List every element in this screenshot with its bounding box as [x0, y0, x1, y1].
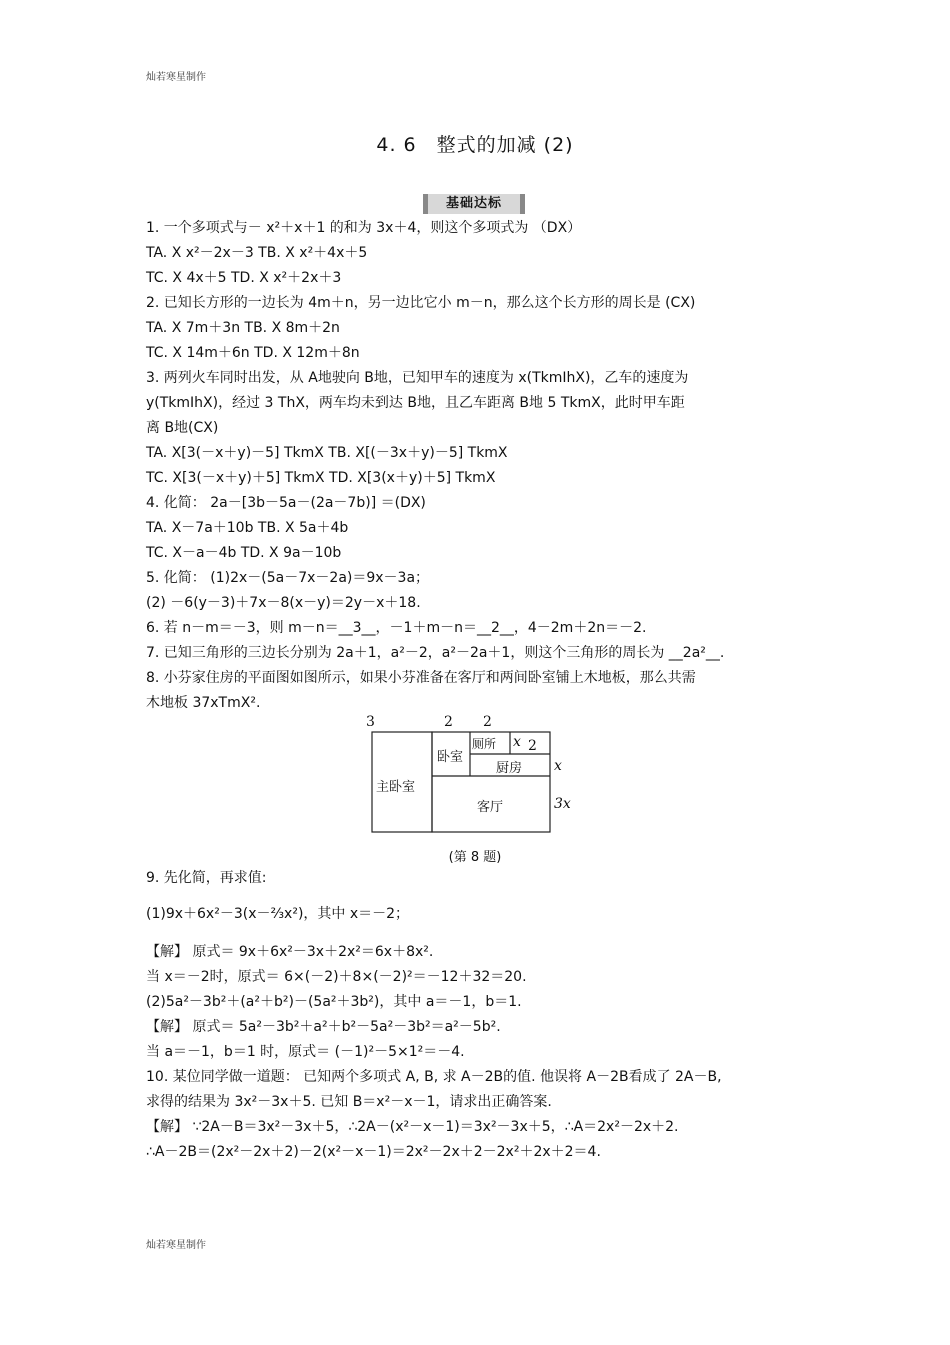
question-line: TC. X 14m＋6n TD. X 12m＋8n [146, 345, 360, 361]
question-line: 10. 某位同学做一道题： 已知两个多项式 A, B, 求 A－2B的值. 他误将 A－2B看成了 2A－B, [146, 1069, 722, 1085]
dim-label: 2 [444, 714, 453, 730]
question-line: (2)5a²－3b²＋(a²＋b²)－(5a²＋3b²)，其中 a＝－1，b＝1. [146, 994, 522, 1010]
question-line: TC. X－a－4b TD. X 9a－10b [146, 545, 342, 561]
question-line: TC. X[3(－x＋y)＋5] TkmX TD. X[3(x＋y)＋5] TkmX [146, 470, 496, 486]
answer-line: 当 a＝－1，b＝1 时，原式＝ (－1)²－5×1²＝－4. [146, 1044, 465, 1060]
question-line: (1)9x＋6x²－3(x－⅔x²)，其中 x＝－2； [146, 906, 410, 922]
answer-line: 【解】 ∵2A－B＝3x²－3x＋5，∴2A－(x²－x－1)＝3x²－3x＋5，∴A＝2x²－2x＋2. [146, 1119, 679, 1135]
answer-line: 当 x＝－2时，原式＝ 6×(－2)＋8×(－2)²＝－12＋32＝20. [146, 969, 527, 985]
question-line: 1. 一个多项式与－ x²＋x＋1 的和为 3x＋4，则这个多项式为 （DX） [146, 220, 582, 236]
dim-label: 3x [554, 796, 571, 812]
question-line: TC. X 4x＋5 TD. X x²＋2x＋3 [146, 270, 342, 286]
room-label: 厨房 [496, 761, 523, 776]
question-line: 木地板 37xTmX². [146, 695, 261, 711]
dim-label: 2 [528, 738, 537, 754]
dim-label: 3 [366, 714, 375, 730]
question-line: 5. 化简： (1)2x－(5a－7x－2a)＝9x－3a； [146, 570, 430, 586]
question-line: TA. X x²－2x－3 TB. X x²＋4x＋5 [146, 245, 368, 261]
answer-line: 【解】 原式＝ 5a²－3b²＋a²＋b²－5a²－3b²＝a²－5b². [146, 1019, 501, 1035]
page-header: 灿若寒星制作 [146, 72, 206, 83]
answer-line: 【解】 原式＝ 9x＋6x²－3x＋2x²＝6x＋8x². [146, 944, 434, 960]
answer-line: ∴A－2B＝(2x²－2x＋2)－2(x²－x－1)＝2x²－2x＋2－2x²＋2x＋2＝4. [146, 1144, 601, 1160]
question-line: 7. 已知三角形的三边长分别为 2a＋1，a²－2，a²－2a＋1，则这个三角形的周长为 __2a²__. [146, 645, 725, 661]
question-line: 8. 小芬家住房的平面图如图所示，如果小芬准备在客厅和两间卧室铺上木地板，那么共需 [146, 670, 696, 686]
room-label: 主卧室 [376, 780, 416, 795]
dim-label: x [554, 758, 562, 774]
question-line: TA. X[3(－x＋y)－5] TkmX TB. X[(－3x＋y)－5] TkmX [146, 445, 508, 461]
dim-label: x [513, 734, 521, 750]
room-label: 客厅 [477, 800, 504, 815]
question-line: TA. X 7m＋3n TB. X 8m＋2n [146, 320, 340, 336]
room-label: 卧室 [437, 750, 464, 765]
page-footer: 灿若寒星制作 [146, 1240, 206, 1251]
section-badge: 基础达标 [423, 194, 525, 214]
figure-caption: (第 8 题) [448, 850, 502, 865]
question-line: 4. 化简： 2a－[3b－5a－(2a－7b)] ＝(DX) [146, 495, 426, 511]
question-line: (2) －6(y－3)＋7x－8(x－y)＝2y－x＋18. [146, 595, 421, 611]
page-title: 4. 6 整式的加减 (2) [376, 134, 574, 156]
question-line: 离 B地(CX) [146, 420, 219, 436]
question-line: 3. 两列火车同时出发，从 A地驶向 B地，已知甲车的速度为 x(TkmⅠhX)，乙车的速度为 [146, 370, 689, 386]
question-line: TA. X－7a＋10b TB. X 5a＋4b [146, 520, 349, 536]
question-line: 2. 已知长方形的一边长为 4m＋n，另一边比它小 m－n，那么这个长方形的周长是 (CX) [146, 295, 696, 311]
question-line: 9. 先化简，再求值: [146, 870, 267, 886]
room-label: 厕所 [472, 737, 497, 751]
question-line: 求得的结果为 3x²－3x＋5. 已知 B＝x²－x－1，请求出正确答案. [146, 1094, 552, 1110]
dim-label: 2 [483, 714, 492, 730]
question-line: y(TkmⅠhX)，经过 3 ThX，两车均未到达 B地，且乙车距离 B地 5 TkmX，此时甲车距 [146, 395, 685, 411]
floor-plan-figure [366, 714, 586, 838]
question-line: 6. 若 n－m＝－3，则 m－n＝__3__，－1＋m－n＝__2__，4－2m＋2n＝－2. [146, 620, 647, 636]
